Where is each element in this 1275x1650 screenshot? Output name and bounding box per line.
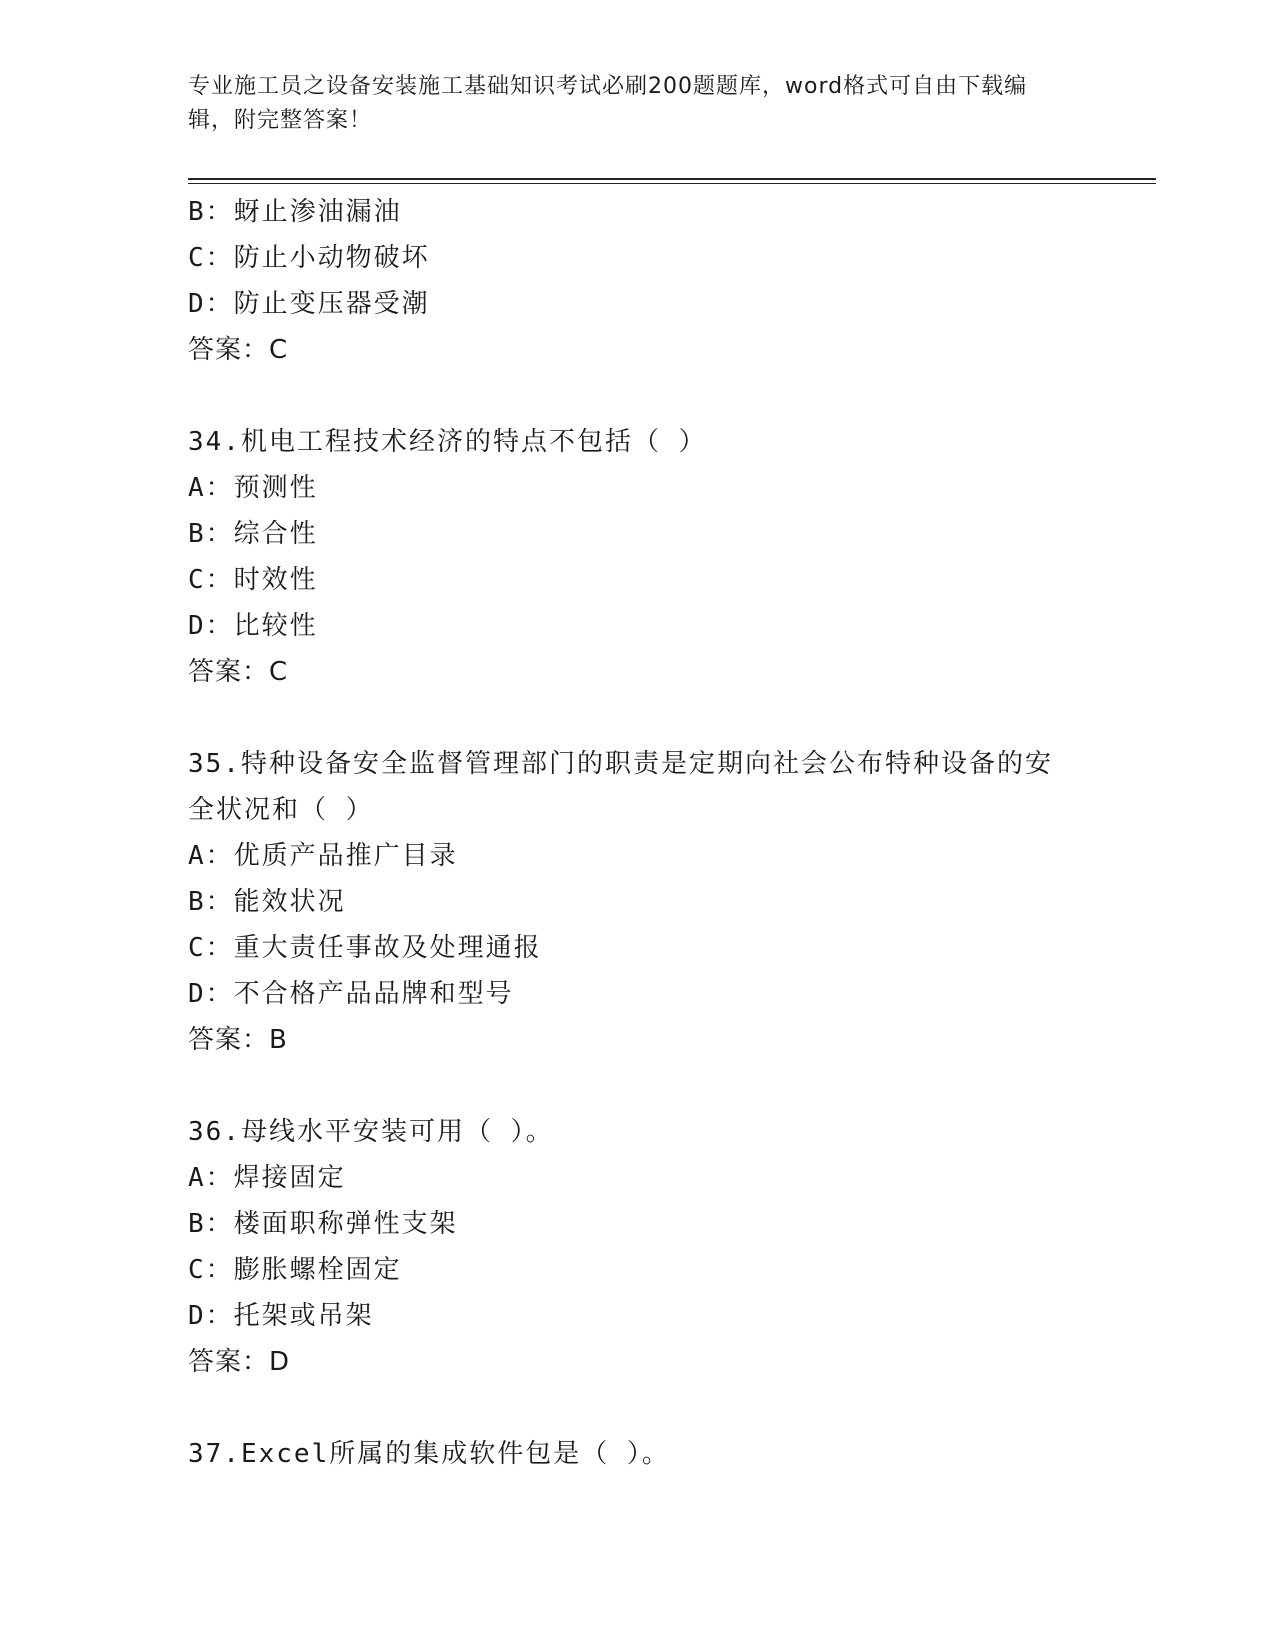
option-b: B：能效状况: [188, 887, 346, 917]
option-b: B：楼面职称弹性支架: [188, 1209, 458, 1239]
question-block-37: [188, 1431, 1088, 1477]
option-a: A：焊接固定: [188, 1163, 346, 1193]
option-a: A：优质产品推广目录: [188, 841, 458, 871]
question-block-36: [188, 1109, 1088, 1385]
question-text-line1: 35.特种设备安全监督管理部门的职责是定期向社会公布特种设备的安: [188, 749, 1053, 779]
answer-line: 答案：B: [188, 1025, 288, 1055]
question-text-line2: 全状况和（ ）: [188, 795, 374, 825]
option-c: C：时效性: [188, 565, 318, 595]
document-header: 专业施工员之设备安装施工基础知识考试必刷200题题库，word格式可自由下载编辑，附完整答案！: [188, 74, 1028, 133]
question-text: 34.机电工程技术经济的特点不包括（ ）: [188, 427, 707, 457]
option-b: B：蚜止渗油漏油: [188, 197, 402, 227]
header-divider-thin: [188, 183, 1156, 184]
option-c: C：重大责任事故及处理通报: [188, 933, 542, 963]
question-block-33: [188, 189, 1088, 373]
option-d: D：不合格产品品牌和型号: [188, 979, 514, 1009]
answer-line: 答案：D: [188, 1347, 291, 1377]
question-text: 36.母线水平安装可用（ ）。: [188, 1117, 554, 1147]
option-a: A：预测性: [188, 473, 318, 503]
option-d: D：比较性: [188, 611, 318, 641]
option-b: B：综合性: [188, 519, 318, 549]
option-d: D：防止变压器受潮: [188, 289, 430, 319]
header-divider: [188, 178, 1156, 180]
option-d: D：托架或吊架: [188, 1301, 374, 1331]
question-text: 37.Excel所属的集成软件包是（ ）。: [188, 1439, 670, 1469]
question-block-35: [188, 741, 1088, 1063]
option-c: C：膨胀螺栓固定: [188, 1255, 402, 1285]
question-list: [188, 189, 1088, 1477]
answer-line: 答案：C: [188, 657, 289, 687]
option-c: C：防止小动物破坏: [188, 243, 430, 273]
answer-line: 答案：C: [188, 335, 289, 365]
question-block-34: [188, 419, 1088, 695]
